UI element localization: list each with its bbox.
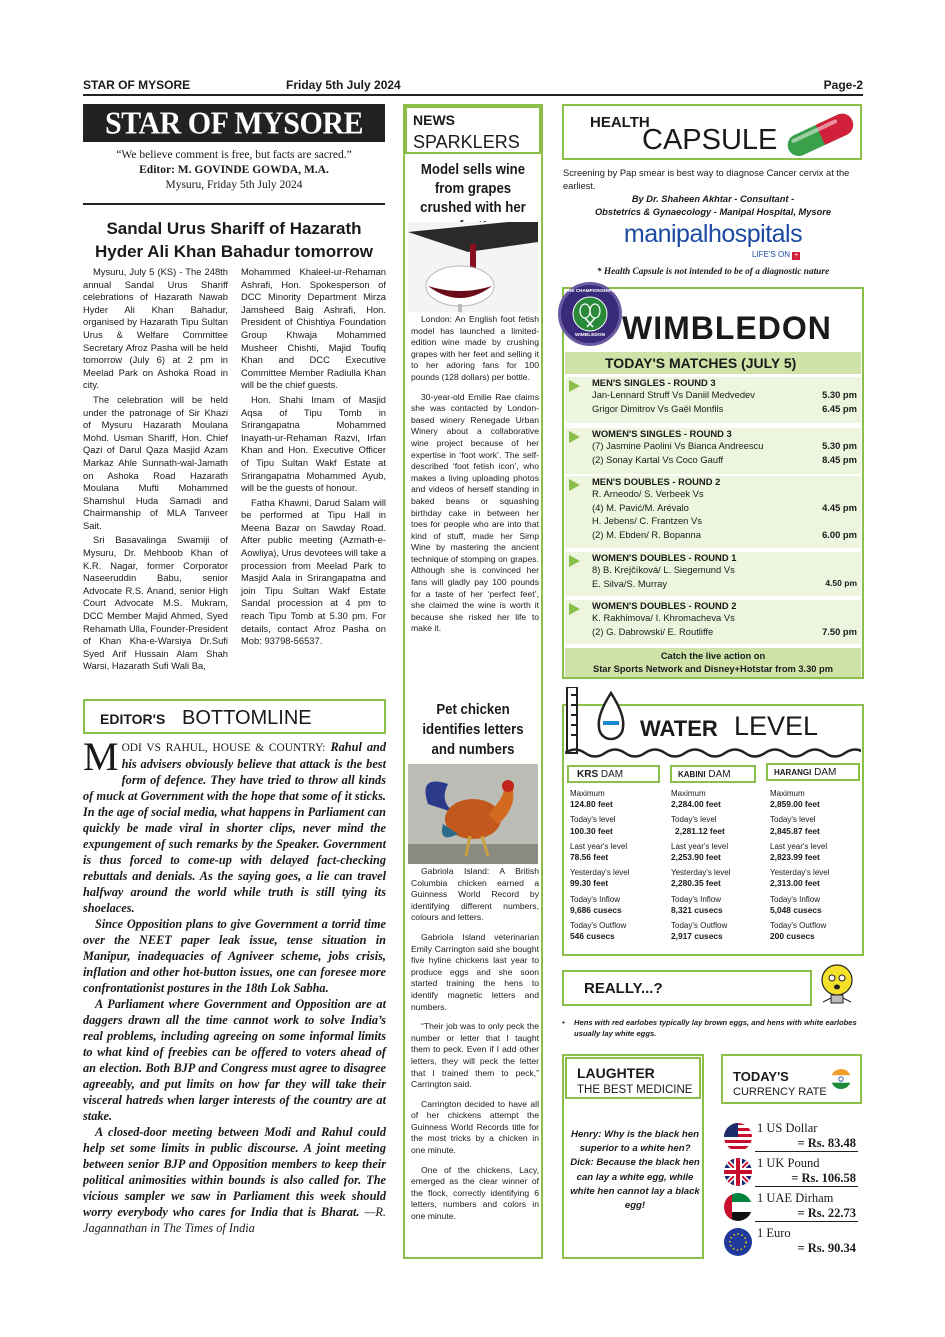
dam-value: 2,845.87 feet xyxy=(770,825,820,836)
wave-icon xyxy=(565,746,861,760)
sparkler-headline-2: Pet chicken identifies letters and numbers xyxy=(422,701,524,758)
sparklers-title-b: SPARKLERS xyxy=(413,132,520,152)
match-group xyxy=(565,552,861,596)
badge-bottom-text: WIMBLEDON xyxy=(574,333,606,338)
match-players: H. Jebens/ C. Frantzen Vs xyxy=(592,515,702,527)
dam-label: Today's level xyxy=(671,815,717,825)
match-time: 8.45 pm xyxy=(822,453,857,465)
dam-label: Maximum xyxy=(671,789,706,798)
dam-heading xyxy=(567,765,660,783)
group-heading: MEN'S DOUBLES - ROUND 2 xyxy=(592,476,721,487)
india-flag-icon xyxy=(830,1068,852,1090)
group-heading: WOMEN'S DOUBLES - ROUND 2 xyxy=(592,600,737,611)
arrow-icon xyxy=(569,479,580,491)
dam-value: 5,048 cusecs xyxy=(770,904,822,915)
dam-column xyxy=(770,789,862,942)
dam-suffix: DAM xyxy=(814,767,837,778)
dam-name: KABINI xyxy=(678,770,706,779)
footer-line-2: Star Sports Network and Disney+Hotstar from 3.30 pm xyxy=(593,664,833,674)
group-heading: WOMEN'S SINGLES - ROUND 3 xyxy=(592,428,732,439)
match-players: R. Arneodo/ S. Verbeek Vs xyxy=(592,488,704,499)
story-paragraph: “Their job was to only peck the number or letter that I taught them to peck. Even if I add other letters, they will peck the letter that I trained them to peck,” Carrington said. xyxy=(411,1021,539,1090)
match-group xyxy=(565,600,861,644)
sparkler-story-1 xyxy=(411,314,539,643)
match-players: (2) G. Dabrowski/ E. Routliffe xyxy=(592,625,714,637)
drop-cap: M xyxy=(83,734,119,779)
editorial-paragraph: Since Opposition plans to give Government a torrid time over the NEET paper leak issue, tense situation in Manipur, inadequacies of Agniveer scheme, jobs crisis, inflation and other hot-button issues, one can foresee more confrontationist postures in the 18th Lok Sabha. xyxy=(83,917,386,995)
tagline-text: LIFE'S ON xyxy=(752,250,790,259)
dam-label: Maximum xyxy=(770,789,805,798)
editorial-paragraph: A Parliament where Government and Opposition are at daggers drawn all the time cannot work to solve India’s real problems, including agreeing on some informal limits to what kind of freebies can be offered to voters ahead of an election. Both BJP and Congress must agree to disagree agreeably, and put limits on how far they will take their visceral hatreds when larger interests of the country are at stake. xyxy=(83,997,386,1123)
water-title-b: LEVEL xyxy=(734,711,819,741)
dam-heading xyxy=(766,763,860,781)
currency-row xyxy=(721,1190,862,1224)
story-paragraph: Gabriola Island: A British Columbia chicken earned a Guinness World Record by identifying different numbers, colours and letters. xyxy=(411,866,539,923)
lead-headline: Sandal Urus Shariff of Hazarath Hyder Ali Khan Bahadur tomorrow xyxy=(94,219,373,261)
match-row xyxy=(592,528,857,542)
match-time: 6.00 pm xyxy=(822,528,857,540)
dam-value: 124.80 feet xyxy=(570,799,613,810)
currency-name: 1 UK Pound xyxy=(757,1156,820,1170)
page-header xyxy=(83,76,863,96)
currency-row xyxy=(721,1225,862,1259)
dam-value: 99.30 feet xyxy=(570,878,609,889)
match-time: 4.50 pm xyxy=(825,577,857,588)
lead-paragraph: Fatha Khawni, Darud Salam will be performed at Tipu Hall in Meena Bazar on Sawday Road. After public meeting (Azmath-e-Aowliya), Urus devotees will take a procession from Meelad Park to Masjid Aala in Srirangapatna and join Tipu Sultan Wakf Estate Sandal procession at 4 pm to reach Tipu Tomb at 5.30 pm. For details, contact Afroz Pasha on Mob: 93798-56537. xyxy=(241,496,386,647)
dam-label: Maximum xyxy=(570,789,605,798)
match-row xyxy=(592,402,857,416)
match-row xyxy=(592,487,857,501)
match-players: (2) Sonay Kartal Vs Coco Gauff xyxy=(592,453,724,465)
story-paragraph: London: An English foot fetish model has launched a limited-edition wine made by crushing grapes with her feet and selling it to her adoring fans for 100 pounds (128 dollars) per bottle. xyxy=(411,314,539,382)
dam-value: 100.30 feet xyxy=(570,825,613,836)
divider xyxy=(83,203,385,205)
currency-rate: = Rs. 90.34 xyxy=(797,1241,856,1255)
dam-label: Yesterday's level xyxy=(570,868,630,878)
really-title: REALLY...? xyxy=(584,980,663,997)
dam-label: Today's Outflow xyxy=(570,921,627,931)
group-heading: MEN'S SINGLES - ROUND 3 xyxy=(592,377,716,388)
match-row xyxy=(592,453,857,467)
logo-part-a: manipal xyxy=(623,220,708,248)
currency-name: 1 UAE Dirham xyxy=(757,1191,834,1205)
story-paragraph: One of the chickens, Lacy, emerged as the clear winner of the flock, correctly identifying 6 letters, numbers and colors in one minute. xyxy=(411,1164,539,1222)
header-date: Friday 5th July 2024 xyxy=(286,78,401,92)
arrow-icon xyxy=(569,603,580,615)
dam-value: 2,280.35 feet xyxy=(671,878,721,889)
currency-rate: = Rs. 22.73 xyxy=(797,1206,856,1220)
sparklers-header xyxy=(405,106,541,154)
really-fact-text: Hens with red earlobes typically lay brown eggs, and hens with white earlobes usually lay white eggs. xyxy=(574,1018,857,1038)
editorial-paragraph: Rahul and his advisers obviously believe that attack is the best form of defence. They have tried to throw all kinds of muck at Government with the hope that some of it sticks. In the age of social media, what happens in Parliament can quickly be made viral in shorter clips, never mind the expungement of such remarks by the Speaker. Government is thus forced to come-up with delayed fact-checking rebuttals and denials. As the saying goes, a lie can travel halfway around the world while truth is still tying its shoelaces. xyxy=(83,740,387,915)
currency-row xyxy=(721,1120,862,1154)
sparklers-title-a: NEWS xyxy=(413,112,455,128)
eu-flag-icon xyxy=(723,1227,753,1257)
bottomline-title-a: EDITOR'S xyxy=(100,711,166,727)
header-page: Page-2 xyxy=(823,78,863,92)
bullet-icon: • xyxy=(562,1018,565,1027)
dam-name: KRS xyxy=(577,769,599,780)
currency-title-b: CURRENCY RATE xyxy=(733,1086,827,1098)
group-heading: WOMEN'S DOUBLES - ROUND 1 xyxy=(592,552,737,563)
currency-rate: = Rs. 106.58 xyxy=(791,1171,856,1185)
currency-name: 1 US Dollar xyxy=(757,1121,818,1135)
dam-value: 200 cusecs xyxy=(770,931,815,942)
match-group xyxy=(565,377,861,423)
currency-name: 1 Euro xyxy=(757,1226,791,1240)
rooster-photo xyxy=(408,764,538,864)
editorial-credit: —R. Jagannathan in The Times of India xyxy=(83,1205,387,1235)
lead-column-1 xyxy=(83,266,228,675)
health-credit xyxy=(563,193,863,219)
header-paper: STAR OF MYSORE xyxy=(83,78,191,92)
masthead-logo xyxy=(83,104,385,142)
dateline: Mysuru, Friday 5th July 2024 xyxy=(165,179,303,191)
lead-paragraph: Mohammed Khaleel-ur-Rehaman Ashrafi, Hon. Spokesperson of DCC Minority Department Mirza Jamsheed Baig Ashrafi, Hon. President of Chishtiya Foundation Group Khwaja Mohammed Musheer Chishti, Majid Toufiq Khan and DCC Executive Committee Member Radiulla Khan will be the chief guests. xyxy=(241,266,386,391)
logo-tagline xyxy=(752,250,800,260)
really-header xyxy=(562,970,812,1006)
laughter-title-a: LAUGHTER xyxy=(577,1065,655,1081)
lead-paragraph: Hon. Shahi Imam of Masjid Aqsa of Tipu Tomb in Srirangapatna Mohammed Inayath-ur-Rehaman Razvi, Irfan Khan and Hon. Executive Officer of Tipu Sultan Wakf Estate at Srirangapatna Mohammed Ayub, will be the guests of honour. xyxy=(241,393,386,494)
match-row xyxy=(592,439,857,453)
dam-label: Today's Inflow xyxy=(570,894,620,904)
logo-part-b: hospitals xyxy=(707,220,803,248)
motto: “We believe comment is free, but facts are sacred.” xyxy=(116,149,352,161)
logo-text: STAR OF MYSORE xyxy=(104,106,364,141)
lead-column-2 xyxy=(241,266,386,650)
dam-value: 8,321 cusecs xyxy=(671,904,723,915)
health-title-b: CAPSULE xyxy=(642,124,778,156)
currency-title-a: TODAY'S xyxy=(733,1069,789,1084)
match-row xyxy=(592,625,857,639)
uae-flag-icon xyxy=(723,1192,753,1222)
dam-column xyxy=(671,789,763,942)
match-players: (2) M. Ebden/ R. Bopanna xyxy=(592,528,701,540)
match-time: 7.50 pm xyxy=(822,625,857,637)
lead-paragraph: Sri Basavalinga Swamiji of Mysuru, Dr. Mehboob Khan of K.R. Nagar, former Corporator Naseeruddin Babu, senior Advocate R.S. Anand, senior High Court Advocate M.S. Mukram, DCC Member Majid Ahmed, Syed Rehamath Ulla, Founder-President of Khan Kha-e-Warsiya Dr.Sufi Syed Arif Hussain Alam Shah Warsi, Hazarath Sufi Wali Ba, xyxy=(83,534,228,672)
match-players: K. Rakhimova/ I. Khromacheva Vs xyxy=(592,612,735,623)
dam-label: Yesterday's level xyxy=(770,868,830,878)
story-paragraph: 30-year-old Emilie Rae claims she was contacted by London-based winery Renegade Urban Winery about a collaborative wine project because of her expertise in ‘foot work’. The self-described ‘foot fetish icon’, who makes a living uploading photos and videos of herself standing in baked beans or squashing birthday cake in between her toes for people who are into that kind of stuff, made her Simp Wine by mastering the ancient technique of stomping on grapes. Although she is convinced her fans will gladly pay 100 pounds for a taste of her ‘perfect feet’, she claimed the wine is worth it because she risked her life to make it. xyxy=(411,391,539,634)
arrow-icon xyxy=(569,380,580,392)
dam-value: 2,284.00 feet xyxy=(671,799,721,810)
doctor-line: By Dr. Shaheen Akhtar - Consultant - xyxy=(631,194,795,204)
story-paragraph: Carrington decided to have all of her chickens attempt the Guinness World Records title for the most tricks by a chicken in one minute. xyxy=(411,1098,539,1156)
match-row xyxy=(592,563,857,577)
wine-photo xyxy=(408,222,538,312)
dam-label: Today's Inflow xyxy=(770,894,820,904)
bottomline-body xyxy=(83,734,387,1236)
dam-suffix: DAM xyxy=(708,769,731,780)
health-text: Screening by Pap smear is best way to diagnose Cancer cervix at the earliest. xyxy=(563,168,850,191)
dam-heading xyxy=(670,765,756,783)
health-title-a: HEALTH xyxy=(590,114,650,131)
us-flag-icon xyxy=(723,1122,753,1152)
dam-label: Yesterday's level xyxy=(671,868,731,878)
match-time: 5.30 pm xyxy=(822,440,857,451)
match-row xyxy=(592,611,857,625)
editor-line: Editor: M. GOVINDE GOWDA, M.A. xyxy=(139,164,329,176)
manipal-logo xyxy=(563,220,863,249)
masthead-info xyxy=(83,148,385,193)
match-players: (4) M. Pavić/M. Arévalo xyxy=(592,501,689,513)
dam-label: Last year's level xyxy=(570,841,628,851)
dam-column xyxy=(570,789,662,942)
match-group xyxy=(565,476,861,548)
dam-label: Last year's level xyxy=(770,841,828,851)
dam-value: 2,917 cusecs xyxy=(671,931,723,942)
wimbledon-title: WIMBLEDON xyxy=(622,310,832,346)
editorial-paragraph: A closed-door meeting between Modi and Rahul could help set some limits in public discourse. A joint meeting between senior BJP and Opposition members to keep their political animosities within bounds is also called for. The vicious sampler we saw in Parliament this week should worry everybody who cares for India that is Bharat. xyxy=(83,1125,386,1219)
wimbledon-subtitle: TODAY'S MATCHES (JULY 5) xyxy=(605,355,797,371)
health-disclaimer: * Health Capsule is not intended to be of a diagnostic nature xyxy=(596,267,830,277)
lead-paragraph: Mysuru, July 5 (KS) - The 248th annual Sandal Urus Shariff celebrations of Hazarath Nawab Hyder Ali Khan Bahadur, organised by Hazarath Tipu Sultan Urus & Welfare Committee Secretary Afroz Pasha will be held tomorrow (July 6) at 2 pm in Meelad Park on Ashoka Road in city. xyxy=(83,266,228,391)
dam-label: Today's Outflow xyxy=(671,921,728,931)
currency-rate: = Rs. 83.48 xyxy=(797,1136,856,1150)
laughter-joke: Henry: Why is the black hen superior to a white hen? Dick: Because the black hen can lay a white egg, while white hen cannot lay a black egg! xyxy=(570,1129,700,1212)
badge-top-text: THE CHAMPIONSHIPS xyxy=(565,288,615,293)
lightbulb-icon xyxy=(815,960,860,1012)
dam-suffix: DAM xyxy=(600,769,624,780)
sparkler-headline-1: Model sells wine from grapes crushed with her xyxy=(420,161,526,216)
really-fact xyxy=(562,1018,864,1039)
match-row xyxy=(592,577,857,591)
wimbledon-footer xyxy=(565,648,861,677)
currency-row xyxy=(721,1155,862,1189)
match-time: 5.30 pm xyxy=(822,389,857,400)
match-group xyxy=(565,428,861,474)
dam-value: 546 cusecs xyxy=(570,931,615,942)
match-players: Jan-Lennard Struff Vs Daniil Medvedev xyxy=(592,389,755,400)
dam-value: 2,253.90 feet xyxy=(671,852,721,863)
match-row xyxy=(592,514,857,528)
sparkler-story-2 xyxy=(411,866,539,1231)
dam-label: Today's Inflow xyxy=(671,894,721,904)
dam-label: Last year's level xyxy=(671,841,729,851)
dam-value: 2,859.00 feet xyxy=(770,799,820,810)
dam-label: Today's level xyxy=(570,815,616,825)
wimbledon-badge xyxy=(558,282,622,346)
story-paragraph: Gabriola Island veterinarian Emily Carrington said she bought five hyline chickens last year to produce eggs and she soon started training the hens to identify magnetic letters and numbers. xyxy=(411,931,539,1012)
arrow-icon xyxy=(569,431,580,443)
dam-value: 2,313.00 feet xyxy=(770,878,820,889)
match-row xyxy=(592,501,857,515)
capsule-icon xyxy=(779,110,861,158)
bottomline-header xyxy=(83,699,386,734)
match-players: Grigor Dimitrov Vs Gaël Monfils xyxy=(592,402,724,414)
dam-value: 78.56 feet xyxy=(570,852,609,863)
match-players: 8) B. Krejčíková/ L. Siegemund Vs xyxy=(592,564,735,575)
match-players: (7) Jasmine Paolini Vs Bianca Andreescu xyxy=(592,440,764,451)
match-row xyxy=(592,388,857,402)
dam-value: 9,686 cusecs xyxy=(570,904,622,915)
footer-line-1: Catch the live action on xyxy=(660,651,766,661)
laughter-title-b: THE BEST MEDICINE xyxy=(577,1084,693,1096)
match-time: 4.45 pm xyxy=(822,501,857,513)
dam-label: Today's Outflow xyxy=(770,921,827,931)
uk-flag-icon xyxy=(723,1157,753,1187)
plus-icon: + xyxy=(794,252,799,259)
lead-caps: ODI VS RAHUL, HOUSE & COUNTRY: xyxy=(121,742,326,754)
dam-label: Today's level xyxy=(770,815,816,825)
dept-line: Obstetrics & Gynaecology - Manipal Hospital, Mysore xyxy=(594,207,832,217)
dam-name: HARANGI xyxy=(774,768,812,777)
match-players: E. Silva/S. Murray xyxy=(592,577,668,589)
match-time: 6.45 pm xyxy=(822,402,857,414)
water-title-a: WATER xyxy=(640,716,718,741)
lead-paragraph: The celebration will be held under the patronage of Sir Khazi of Mysuru Hazarath Moulana Mohd. Usman Shariff, Hon. Chief Qazi of Darul Qaza Masjid Azam Markaz Ahle Sunnath-wal-Jamath on Ashoka Road Hazarath Moulana Mufti Mohammed Shamshul Huda Samadi and Chairmanship of MLA Tanveer Sait. xyxy=(83,393,228,531)
arrow-icon xyxy=(569,555,580,567)
dam-value: 2,823.99 feet xyxy=(770,852,820,863)
dam-value: 2,281.12 feet xyxy=(675,825,725,836)
bottomline-title-b: BOTTOMLINE xyxy=(182,707,312,729)
health-header xyxy=(562,104,862,160)
laughter-header xyxy=(565,1057,701,1099)
wimbledon-subtitle-bar xyxy=(565,352,861,374)
currency-header xyxy=(721,1054,862,1104)
